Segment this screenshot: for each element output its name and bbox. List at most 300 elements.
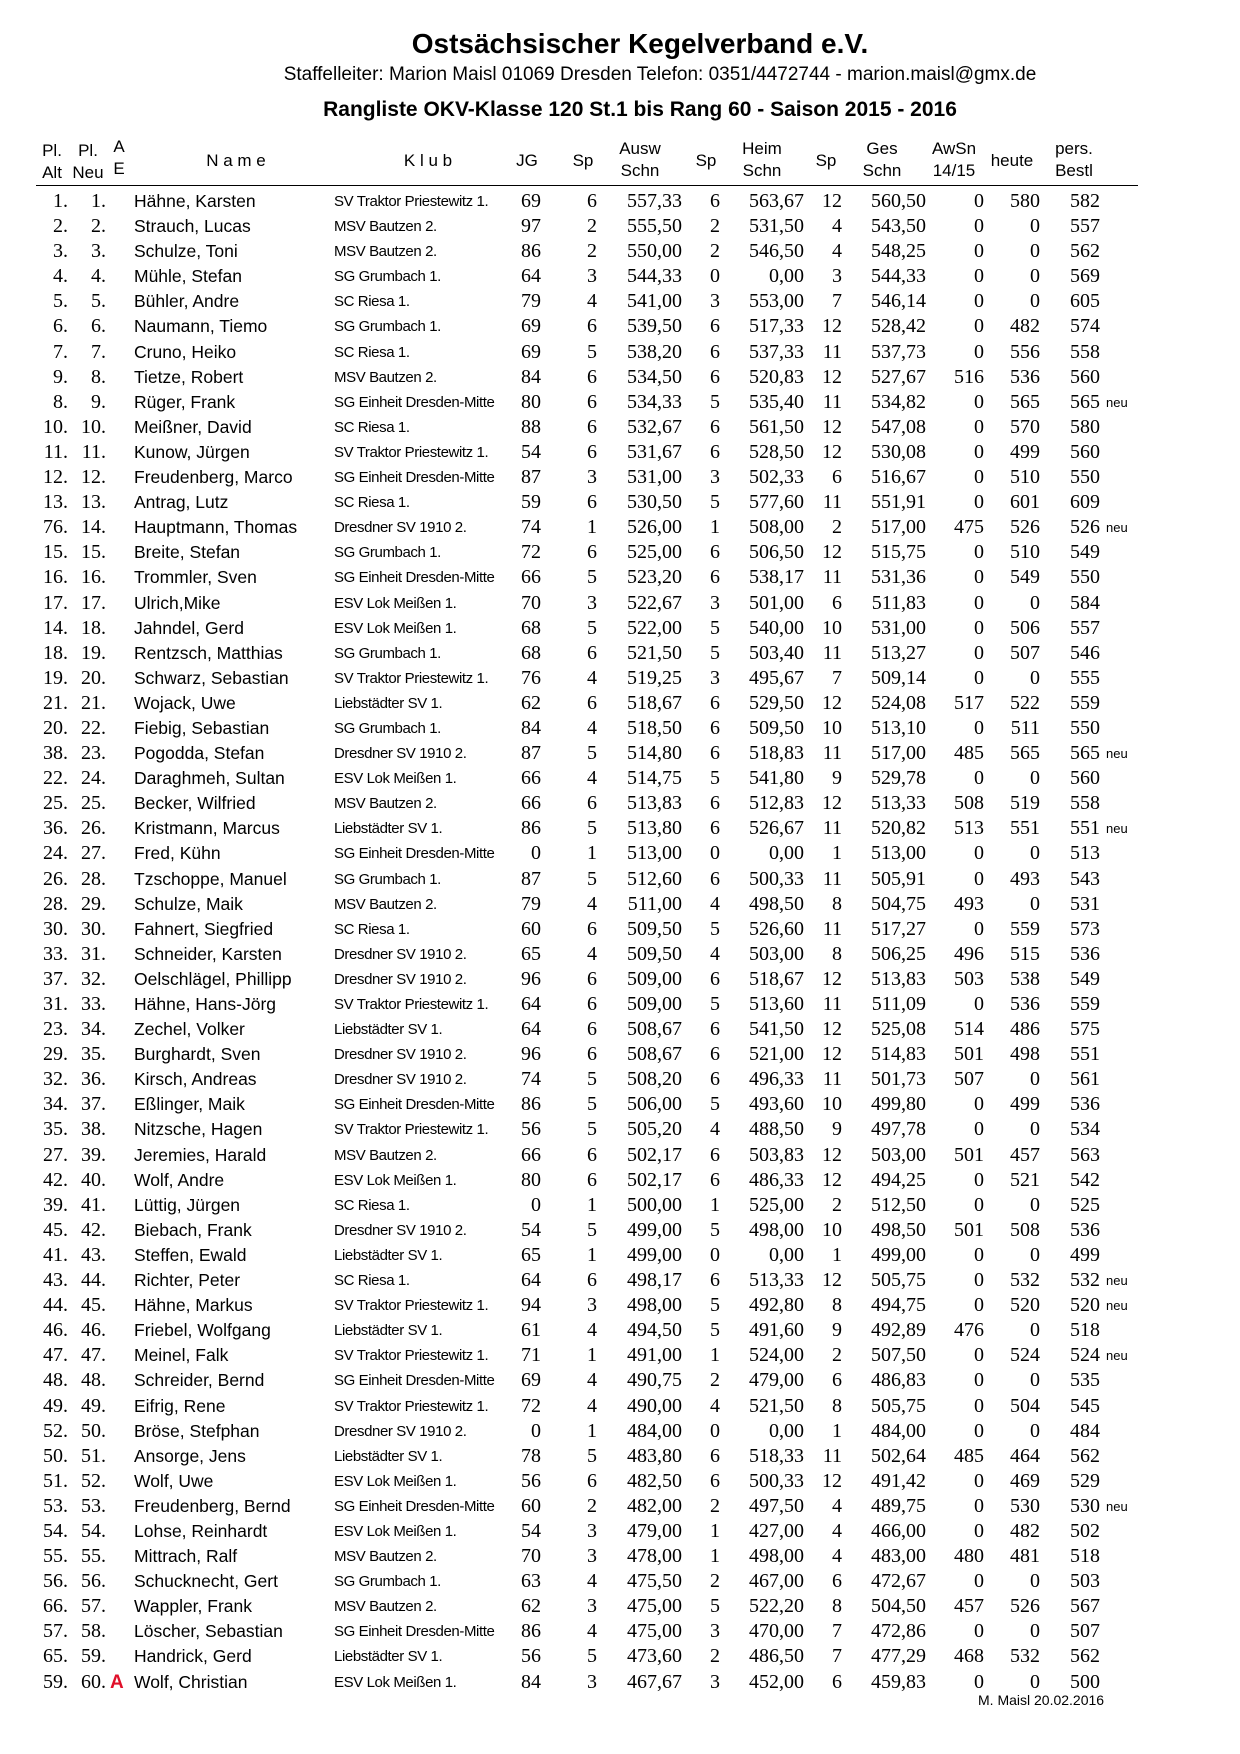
away-games: 3 [587, 591, 597, 614]
total-games: 8 [832, 892, 842, 915]
personal-best: 526 [1070, 516, 1100, 539]
total-games: 1 [832, 1419, 842, 1442]
away-average: 550,00 [627, 240, 682, 263]
ae-marker [110, 565, 128, 590]
club-name: SV Traktor Priestewitz 1. [334, 193, 489, 210]
home-average: 528,50 [749, 440, 804, 463]
table-row [0, 942, 1240, 967]
club-name: MSV Bautzen 2. [334, 243, 437, 261]
pl-neu: 8. [91, 365, 106, 388]
total-average: 537,73 [871, 340, 926, 363]
player-name: Schulze, Toni [134, 241, 238, 262]
pl-alt: 11. [43, 440, 68, 463]
away-average: 478,00 [627, 1545, 682, 1568]
header-rule [36, 185, 1138, 186]
personal-best: 503 [1070, 1570, 1100, 1593]
home-average: 503,83 [749, 1143, 804, 1166]
away-average: 526,00 [627, 516, 682, 539]
personal-best: 549 [1070, 541, 1100, 564]
pl-alt: 50. [43, 1444, 68, 1467]
away-games: 1 [587, 1243, 597, 1266]
club-name: Dresdner SV 1910 2. [334, 745, 467, 763]
away-games: 1 [587, 1344, 597, 1367]
away-average: 511,00 [627, 892, 682, 915]
pl-alt: 59. [43, 1670, 68, 1693]
home-games: 3 [710, 1620, 720, 1643]
ae-marker [110, 1569, 128, 1594]
club-name: Dresdner SV 1910 2. [334, 1422, 467, 1440]
away-games: 2 [587, 1494, 597, 1517]
club-name: MSV Bautzen 2. [334, 218, 437, 236]
personal-best: 560 [1070, 440, 1100, 463]
home-games: 4 [710, 892, 720, 915]
ae-marker [110, 189, 128, 214]
home-average: 0,00 [769, 265, 804, 288]
away-games: 4 [587, 1570, 597, 1593]
player-name: Richter, Peter [134, 1270, 241, 1291]
birth-year: 62 [521, 691, 541, 714]
table-row [0, 390, 1240, 415]
away-games: 6 [587, 691, 597, 714]
ae-marker [110, 540, 128, 565]
new-marker [1106, 264, 1146, 289]
today-score: 515 [1010, 942, 1040, 965]
birth-year: 96 [521, 1043, 541, 1066]
new-marker [1106, 1519, 1146, 1544]
pl-neu: 39. [81, 1143, 106, 1166]
average-14-15: 0 [974, 415, 984, 438]
home-games: 3 [710, 466, 720, 489]
total-average: 491,42 [871, 1469, 926, 1492]
table-row [0, 239, 1240, 264]
away-games: 4 [587, 1319, 597, 1342]
today-score: 510 [1010, 541, 1040, 564]
ae-marker [110, 390, 128, 415]
personal-best: 560 [1070, 365, 1100, 388]
new-marker [1106, 992, 1146, 1017]
away-average: 502,17 [627, 1143, 682, 1166]
total-average: 531,36 [871, 566, 926, 589]
away-average: 505,20 [627, 1118, 682, 1141]
ae-marker [110, 1168, 128, 1193]
today-score: 504 [1010, 1394, 1040, 1417]
personal-best: 484 [1070, 1419, 1100, 1442]
new-marker [1106, 1394, 1146, 1419]
home-games: 1 [710, 1344, 720, 1367]
away-games: 5 [587, 566, 597, 589]
club-name: SV Traktor Priestewitz 1. [334, 1121, 489, 1139]
average-14-15: 0 [974, 716, 984, 739]
personal-best: 563 [1070, 1143, 1100, 1166]
table-row [0, 1117, 1240, 1142]
birth-year: 79 [521, 892, 541, 915]
home-games: 0 [710, 265, 720, 288]
pl-alt: 37. [43, 967, 68, 990]
today-score: 0 [1030, 1068, 1040, 1091]
table-row [0, 1092, 1240, 1117]
total-average: 528,42 [871, 315, 926, 338]
away-average: 482,50 [627, 1469, 682, 1492]
total-games: 11 [822, 491, 842, 514]
ae-marker: A [110, 1671, 124, 1693]
away-average: 514,75 [627, 767, 682, 790]
average-14-15: 514 [954, 1018, 984, 1041]
pl-alt: 17. [43, 591, 68, 614]
ae-marker [110, 1117, 128, 1142]
new-marker [1106, 641, 1146, 666]
average-14-15: 0 [974, 390, 984, 413]
today-score: 482 [1010, 1519, 1040, 1542]
total-average: 505,75 [871, 1269, 926, 1292]
pl-neu: 60. [81, 1670, 106, 1693]
personal-best: 518 [1070, 1545, 1100, 1568]
home-games: 6 [710, 716, 720, 739]
total-games: 4 [832, 215, 842, 238]
total-average: 560,50 [871, 190, 926, 212]
pl-alt: 16. [43, 566, 68, 589]
away-average: 518,67 [627, 691, 682, 714]
pl-alt: 24. [43, 842, 68, 865]
new-marker [1106, 1143, 1146, 1168]
total-games: 8 [832, 942, 842, 965]
new-marker: neu [1106, 1348, 1128, 1364]
birth-year: 88 [521, 415, 541, 438]
home-average: 521,00 [749, 1043, 804, 1066]
table-row [0, 1670, 1240, 1695]
new-marker [1106, 1419, 1146, 1444]
total-games: 6 [832, 1670, 842, 1693]
home-average: 492,80 [749, 1294, 804, 1317]
today-score: 0 [1030, 215, 1040, 238]
ranking-heading: Rangliste OKV-Klasse 120 St.1 bis Rang 60 - Saison 2015 - 2016 [323, 98, 957, 121]
club-name: Liebstädter SV 1. [334, 1648, 443, 1666]
birth-year: 78 [521, 1444, 541, 1467]
club-name: ESV Lok Meißen 1. [334, 770, 457, 788]
total-games: 11 [822, 1068, 842, 1091]
personal-best: 558 [1070, 792, 1100, 815]
home-games: 5 [710, 767, 720, 790]
home-average: 563,67 [749, 190, 804, 212]
pl-alt: 2. [53, 215, 68, 238]
new-marker [1106, 1193, 1146, 1218]
pl-neu: 14. [81, 516, 106, 539]
pl-neu: 5. [91, 290, 106, 313]
birth-year: 80 [521, 1168, 541, 1191]
total-average: 547,08 [871, 415, 926, 438]
away-average: 508,20 [627, 1068, 682, 1091]
new-marker [1106, 1042, 1146, 1067]
total-games: 12 [822, 541, 842, 564]
document-subtitle: Staffelleiter: Marion Maisl 01069 Dresden Telefon: 0351/4472744 - marion.maisl@gmx.de [283, 64, 1037, 85]
average-14-15: 0 [974, 315, 984, 338]
table-row [0, 1017, 1240, 1042]
away-average: 514,80 [627, 742, 682, 765]
home-games: 6 [710, 566, 720, 589]
player-name: Biebach, Frank [134, 1219, 252, 1240]
pl-neu: 10. [81, 415, 106, 438]
pl-alt: 25. [43, 792, 68, 815]
today-score: 530 [1010, 1494, 1040, 1517]
pl-alt: 43. [43, 1269, 68, 1292]
new-marker [1106, 716, 1146, 741]
total-average: 483,00 [871, 1545, 926, 1568]
home-games: 6 [710, 967, 720, 990]
birth-year: 68 [521, 616, 541, 639]
player-name: Daraghmeh, Sultan [134, 768, 285, 789]
club-name: SV Traktor Priestewitz 1. [334, 1397, 489, 1415]
birth-year: 79 [521, 290, 541, 313]
ae-marker [110, 1218, 128, 1243]
birth-year: 66 [521, 792, 541, 815]
average-14-15: 501 [954, 1218, 984, 1241]
away-games: 5 [587, 340, 597, 363]
ae-marker [110, 917, 128, 942]
personal-best: 524 [1070, 1344, 1100, 1367]
club-name: SV Traktor Priestewitz 1. [334, 1347, 489, 1365]
total-games: 2 [832, 516, 842, 539]
personal-best: 530 [1070, 1494, 1100, 1517]
pl-neu: 51. [81, 1444, 106, 1467]
average-14-15: 0 [974, 993, 984, 1015]
birth-year: 87 [521, 466, 541, 489]
player-name: Ulrich,Mike [134, 592, 221, 613]
col-heute: heute [990, 151, 1034, 170]
player-name: Tietze, Robert [134, 366, 244, 387]
total-games: 9 [832, 767, 842, 790]
new-marker [1106, 314, 1146, 339]
away-games: 3 [587, 466, 597, 489]
total-games: 12 [822, 1018, 842, 1041]
pl-alt: 15. [43, 541, 68, 564]
away-average: 509,50 [627, 917, 682, 940]
club-name: SG Grumbach 1. [334, 870, 441, 888]
table-row [0, 766, 1240, 791]
player-name: Lüttig, Jürgen [134, 1194, 241, 1215]
average-14-15: 0 [974, 1168, 984, 1191]
today-score: 0 [1030, 240, 1040, 263]
table-row [0, 440, 1240, 465]
today-score: 511 [1010, 716, 1040, 739]
total-average: 503,00 [871, 1143, 926, 1166]
today-score: 565 [1010, 390, 1040, 413]
ae-marker [110, 340, 128, 365]
average-14-15: 0 [974, 491, 984, 514]
average-14-15: 0 [974, 867, 984, 890]
pl-neu: 35. [81, 1043, 106, 1066]
away-average: 522,67 [627, 591, 682, 614]
away-games: 3 [587, 1545, 597, 1568]
today-score: 522 [1010, 691, 1040, 714]
home-average: 479,00 [749, 1369, 804, 1392]
total-games: 12 [822, 315, 842, 338]
away-games: 4 [587, 767, 597, 790]
table-row [0, 365, 1240, 390]
home-games: 6 [710, 867, 720, 890]
away-games: 5 [587, 1444, 597, 1467]
away-average: 499,00 [627, 1243, 682, 1266]
birth-year: 69 [521, 315, 541, 338]
home-games: 5 [710, 641, 720, 664]
average-14-15: 0 [974, 1344, 984, 1367]
club-name: SC Riesa 1. [334, 1272, 410, 1290]
pl-neu: 4. [91, 265, 106, 288]
average-14-15: 480 [954, 1545, 984, 1568]
col-ae: A E [113, 137, 125, 178]
table-row [0, 314, 1240, 339]
new-marker [1106, 1644, 1146, 1669]
ae-marker [110, 314, 128, 339]
today-score: 0 [1030, 1620, 1040, 1643]
away-games: 1 [587, 516, 597, 539]
away-average: 539,50 [627, 315, 682, 338]
home-average: 522,20 [749, 1595, 804, 1618]
total-average: 517,00 [871, 742, 926, 765]
club-name: SG Einheit Dresden-Mitte [334, 393, 495, 411]
average-14-15: 0 [974, 265, 984, 288]
pl-neu: 26. [81, 817, 106, 840]
new-marker: neu [1106, 394, 1128, 410]
table-row [0, 892, 1240, 917]
personal-best: 557 [1070, 215, 1100, 238]
club-name: ESV Lok Meißen 1. [334, 1472, 457, 1490]
ae-marker [110, 490, 128, 515]
ae-marker [110, 214, 128, 239]
away-average: 508,67 [627, 1043, 682, 1066]
ae-marker [110, 716, 128, 741]
total-average: 502,64 [871, 1444, 926, 1467]
player-name: Hauptmann, Thomas [134, 517, 298, 538]
birth-year: 87 [521, 742, 541, 765]
pl-alt: 30. [43, 917, 68, 940]
ae-marker [110, 1268, 128, 1293]
new-marker [1106, 1469, 1146, 1494]
new-marker [1106, 841, 1146, 866]
total-average: 504,75 [871, 892, 926, 915]
total-average: 513,27 [871, 641, 926, 664]
total-games: 1 [832, 1243, 842, 1266]
birth-year: 66 [521, 1143, 541, 1166]
club-name: SV Traktor Priestewitz 1. [334, 443, 489, 461]
away-games: 6 [587, 993, 597, 1015]
total-games: 4 [832, 1494, 842, 1517]
pl-alt: 38. [43, 742, 68, 765]
personal-best: 559 [1070, 993, 1100, 1015]
home-games: 6 [710, 1269, 720, 1292]
player-name: Mittrach, Ralf [134, 1546, 238, 1567]
away-games: 6 [587, 917, 597, 940]
today-score: 482 [1010, 315, 1040, 338]
away-average: 519,25 [627, 666, 682, 689]
birth-year: 61 [521, 1319, 541, 1342]
home-games: 3 [710, 666, 720, 689]
pl-neu: 16. [81, 566, 106, 589]
player-name: Freudenberg, Marco [134, 467, 293, 488]
average-14-15: 517 [954, 691, 984, 714]
birth-year: 74 [521, 516, 541, 539]
table-row [0, 340, 1240, 365]
home-games: 6 [710, 1068, 720, 1091]
table-row [0, 841, 1240, 866]
pl-alt: 66. [43, 1595, 68, 1618]
away-games: 6 [587, 415, 597, 438]
home-games: 0 [710, 842, 720, 865]
birth-year: 86 [521, 1093, 541, 1116]
birth-year: 64 [521, 1269, 541, 1292]
personal-best: 555 [1070, 666, 1100, 689]
home-average: 513,60 [749, 993, 804, 1015]
new-marker [1106, 465, 1146, 490]
personal-best: 543 [1070, 867, 1100, 890]
home-average: 561,50 [749, 415, 804, 438]
home-average: 512,83 [749, 792, 804, 815]
home-average: 535,40 [749, 390, 804, 413]
total-average: 492,89 [871, 1319, 926, 1342]
club-name: Dresdner SV 1910 2. [334, 1221, 467, 1239]
ae-marker [110, 992, 128, 1017]
pl-neu: 49. [81, 1394, 106, 1417]
total-average: 548,25 [871, 240, 926, 263]
personal-best: 550 [1070, 716, 1100, 739]
total-games: 11 [822, 566, 842, 589]
table-row [0, 415, 1240, 440]
player-name: Hähne, Karsten [134, 191, 256, 211]
new-marker [1106, 1544, 1146, 1569]
home-games: 6 [710, 1444, 720, 1467]
away-average: 490,75 [627, 1369, 682, 1392]
personal-best: 562 [1070, 240, 1100, 263]
ae-marker [110, 691, 128, 716]
home-games: 5 [710, 1319, 720, 1342]
club-name: SC Riesa 1. [334, 418, 410, 436]
ae-marker [110, 1067, 128, 1092]
away-games: 5 [587, 1118, 597, 1141]
ae-marker [110, 1619, 128, 1644]
away-games: 5 [587, 1068, 597, 1091]
player-name: Mühle, Stefan [134, 266, 242, 287]
ae-marker [110, 1017, 128, 1042]
away-games: 6 [587, 190, 597, 212]
total-average: 506,25 [871, 942, 926, 965]
today-score: 481 [1010, 1545, 1040, 1568]
average-14-15: 0 [974, 641, 984, 664]
total-average: 466,00 [871, 1519, 926, 1542]
total-games: 4 [832, 1545, 842, 1568]
table-row [0, 214, 1240, 239]
player-name: Jahndel, Gerd [134, 617, 244, 638]
away-games: 3 [587, 265, 597, 288]
total-average: 546,14 [871, 290, 926, 313]
average-14-15: 0 [974, 1294, 984, 1317]
today-score: 493 [1010, 867, 1040, 890]
total-average: 486,83 [871, 1369, 926, 1392]
club-name: SG Grumbach 1. [334, 544, 441, 562]
home-games: 5 [710, 1218, 720, 1241]
pl-alt: 76. [43, 516, 68, 539]
ae-marker [110, 1419, 128, 1444]
club-name: SG Grumbach 1. [334, 318, 441, 336]
average-14-15: 0 [974, 917, 984, 940]
new-marker [1106, 1067, 1146, 1092]
table-row [0, 1067, 1240, 1092]
player-name: Pogodda, Stefan [134, 743, 265, 764]
col-sp3: Sp [815, 151, 837, 170]
new-marker [1106, 1619, 1146, 1644]
club-name: SV Traktor Priestewitz 1. [334, 669, 489, 687]
away-average: 483,80 [627, 1444, 682, 1467]
away-average: 484,00 [627, 1419, 682, 1442]
total-average: 525,08 [871, 1018, 926, 1041]
birth-year: 72 [521, 541, 541, 564]
